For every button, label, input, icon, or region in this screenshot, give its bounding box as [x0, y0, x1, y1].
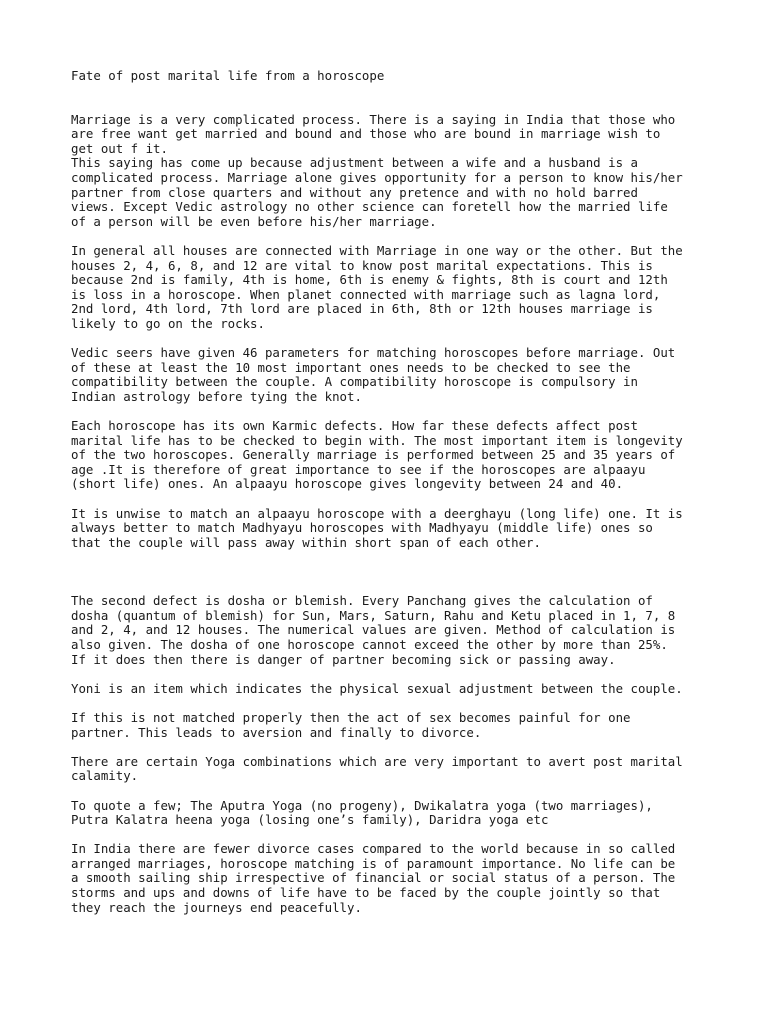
paragraph-conclusion: In India there are fewer divorce cases compared to the world because in so called arranged marriages, horoscope matching is of paramount importance. No life can be a smooth sailing ship irrespective of financial or social status of a person. The storms and ups and downs of life have to be faced by the couple jointly so that they reach the journeys end peacefully. — [71, 841, 676, 915]
paragraph-parameters: Vedic seers have given 46 parameters for matching horoscopes before marriage. Out of these at least the 10 most important ones needs to be checked to see the compatibility between the couple. A compatibility horoscope is compulsory in Indian astrology before tying the knot. — [71, 345, 676, 404]
paragraph-divorce: If this is not matched properly then the act of sex becomes painful for one partner. This leads to aversion and finally to divorce. — [71, 709, 631, 740]
paragraph-dosha: The second defect is dosha or blemish. Every Panchang gives the calculation of dosha (quantum of blemish) for Sun, Mars, Saturn, Rahu and Ketu placed in 1, 7, 8 and 2, 4, and 12 houses. The numerical values are given. Method of calculation is also given. The dosha of one horoscope cannot exceed the other by more than 25%. If it does then there is danger of partner becoming sick or passing away. — [71, 593, 676, 667]
paragraph-yoga-combinations: There are certain Yoga combinations which are very important to avert post marital calamity. — [71, 753, 683, 784]
paragraph-yoni: Yoni is an item which indicates the physical sexual adjustment between the couple. — [71, 680, 683, 696]
document-title: Fate of post marital life from a horoscope — [71, 68, 385, 83]
paragraph-yoga-examples: To quote a few; The Aputra Yoga (no progeny), Dwikalatra yoga (two marriages), Putra Kalatra heena yoga (losing one’s family), Daridra yoga etc — [71, 797, 653, 828]
paragraph-karmic-defects: Each horoscope has its own Karmic defects. How far these defects affect post marital life has to be checked to begin with. The most important item is longevity of the two horoscopes. Generally marriage is performed between 25 and 35 years of age .It is therefore of great importance to see if the horoscopes are alpaayu (short life) ones. An alpaayu horoscope gives longevity between 24 and 40. — [71, 418, 683, 492]
document-body — [71, 69, 711, 915]
paragraph-saying: This saying has come up because adjustment between a wife and a husband is a complicated process. Marriage alone gives opportunity for a person to know his/her partner from close quarters and without any pretence and with no hold barred views. Except Vedic astrology no other science can foretell how the married life of a person will be even before his/her marriage. — [71, 155, 683, 229]
paragraph-intro: Marriage is a very complicated process. There is a saying in India that those who are free want get married and bound and those who are bound in marriage wish to get out f it. — [71, 111, 676, 156]
paragraph-longevity-matching: It is unwise to match an alpaayu horoscope with a deerghayu (long life) one. It is always better to match Madhyayu horoscopes with Madhyayu (middle life) ones so that the couple will pass away within short span of each other. — [71, 505, 683, 550]
paragraph-houses: In general all houses are connected with Marriage in one way or the other. But the houses 2, 4, 6, 8, and 12 are vital to know post marital expectations. This is because 2nd is family, 4th is home, 6th is enemy & fights, 8th is court and 12th is loss in a horoscope. When planet connected with marriage such as lagna lord, 2nd lord, 4th lord, 7th lord are placed in 6th, 8th or 12th houses marriage is likely to go on the rocks. — [71, 242, 683, 331]
